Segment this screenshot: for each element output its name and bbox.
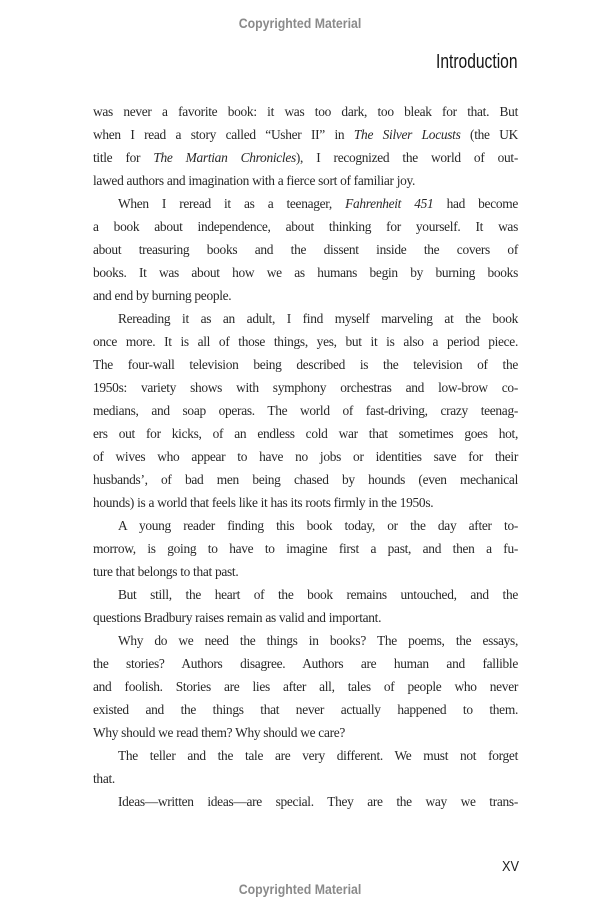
text-run: that. [93, 771, 115, 786]
body-line [93, 491, 518, 514]
body-line [93, 123, 518, 146]
body-line [93, 238, 518, 261]
body-line [93, 698, 518, 721]
text-run: hounds) is a world that feels like it has its roots firmly in the 1950s. [93, 495, 434, 510]
text-run: When I reread it as a teenager, [118, 196, 346, 211]
text-run: husbands’, of bad men being chased by hounds (even mechanical [93, 472, 518, 487]
text-run: about treasuring books and the dissent inside the covers of [93, 242, 518, 257]
text-run: Why do we need the things in books? The poems, the essays, [118, 633, 518, 648]
body-line [93, 767, 518, 790]
text-run: and end by burning people. [93, 288, 232, 303]
text-run: 1950s: variety shows with symphony orchestras and low-brow co- [93, 380, 518, 395]
body-line [93, 744, 518, 767]
copyright-watermark-top: Copyrighted Material [238, 15, 362, 31]
text-run: ers out for kicks, of an endless cold war that sometimes goes hot, [93, 426, 518, 441]
body-line [93, 146, 518, 169]
body-line [93, 261, 518, 284]
text-run: (the UK [460, 127, 518, 142]
text-run: the stories? Authors disagree. Authors are human and fallible [93, 656, 518, 671]
text-run: Rereading it as an adult, I find myself marveling at the book [118, 311, 518, 326]
body-line [93, 790, 518, 813]
body-line [93, 629, 518, 652]
body-line [93, 330, 518, 353]
body-line [93, 721, 518, 744]
text-run: Ideas—written ideas—are special. They are the way we trans- [118, 794, 518, 809]
page-number: XV [501, 858, 519, 875]
text-run: A young reader finding this book today, or the day after to- [118, 518, 518, 533]
text-run: But still, the heart of the book remains untouched, and the [118, 587, 518, 602]
body-line [93, 675, 518, 698]
body-line [93, 399, 518, 422]
text-run: morrow, is going to have to imagine first a past, and then a fu- [93, 541, 518, 556]
text-run: once more. It is all of those things, yes, but it is also a period piece. [93, 334, 518, 349]
body-line [93, 560, 518, 583]
body-line [93, 192, 518, 215]
text-run: The teller and the tale are very different. We must not forget [118, 748, 518, 763]
text-run: was never a favorite book: it was too dark, too bleak for that. But [93, 104, 518, 119]
text-run: title for [93, 150, 154, 165]
text-run: lawed authors and imagination with a fierce sort of familiar joy. [93, 173, 416, 188]
text-run: a book about independence, about thinking for yourself. It was [93, 219, 518, 234]
body-line [93, 284, 518, 307]
chapter-heading: Introduction [436, 51, 518, 73]
italic-title-run: Fahrenheit 451 [345, 196, 434, 211]
text-run: The four-wall television being described is the television of the [93, 357, 518, 372]
body-line [93, 100, 518, 123]
body-line [93, 652, 518, 675]
body-line [93, 583, 518, 606]
italic-title-run: The Silver Locusts [353, 127, 461, 142]
body-text [93, 100, 518, 813]
body-line [93, 169, 518, 192]
text-run: ), I recognized the world of out- [295, 150, 519, 165]
text-run: and foolish. Stories are lies after all, tales of people who never [93, 679, 518, 694]
body-line [93, 514, 518, 537]
text-run: had become [433, 196, 518, 211]
italic-title-run: The Martian Chronicles [153, 150, 296, 165]
body-line [93, 353, 518, 376]
body-line [93, 468, 518, 491]
body-line [93, 215, 518, 238]
text-run: books. It was about how we as humans begin by burning books [93, 265, 518, 280]
text-run: existed and the things that never actually happened to them. [93, 702, 518, 717]
text-run: of wives who appear to have no jobs or identities save for their [93, 449, 518, 464]
text-run: questions Bradbury raises remain as valid and important. [93, 610, 382, 625]
body-line [93, 422, 518, 445]
body-line [93, 307, 518, 330]
text-run: medians, and soap operas. The world of fast-driving, crazy teenag- [93, 403, 518, 418]
body-line [93, 606, 518, 629]
body-line [93, 537, 518, 560]
text-run: when I read a story called “Usher II” in [93, 127, 354, 142]
text-run: Why should we read them? Why should we care? [93, 725, 346, 740]
body-line [93, 445, 518, 468]
text-run: ture that belongs to that past. [93, 564, 239, 579]
body-line [93, 376, 518, 399]
copyright-watermark-bottom: Copyrighted Material [238, 881, 362, 897]
